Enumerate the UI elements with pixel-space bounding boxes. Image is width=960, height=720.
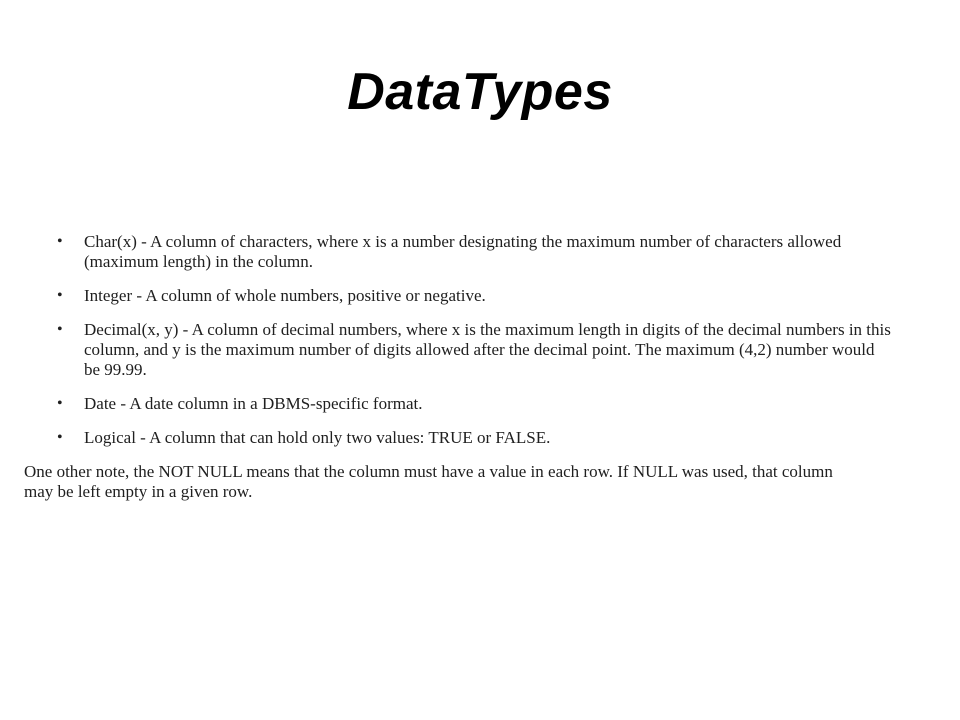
list-item-date: [24, 394, 894, 414]
bullet-icon: •: [57, 429, 63, 446]
bullet-icon: •: [57, 287, 63, 304]
slide-title: DataTypes: [347, 63, 613, 121]
list-item-logical: [24, 428, 894, 448]
bullet-icon: •: [57, 233, 63, 250]
bullet-icon: •: [57, 321, 63, 338]
datatype-list: [24, 232, 894, 448]
list-item-text: Decimal(x, y) - A column of decimal numbers, where x is the maximum length in digits of the decimal numbers in this column, and y is the maximum number of digits allowed after the decimal point. The maximum (4,2) number would be 99.99.: [84, 320, 891, 379]
list-item-text: Integer - A column of whole numbers, positive or negative.: [84, 286, 486, 305]
bullet-icon: •: [57, 395, 63, 412]
list-item-char: [24, 232, 894, 272]
list-item-text: Date - A date column in a DBMS-specific format.: [84, 394, 423, 413]
closing-note: One other note, the NOT NULL means that the column must have a value in each row. If NULL was used, that column may be left empty in a given row.: [24, 462, 833, 501]
list-item-text: Char(x) - A column of characters, where x is a number designating the maximum number of characters allowed (maximum length) in the column.: [84, 232, 842, 271]
list-item-integer: [24, 286, 894, 306]
list-item-decimal: [24, 320, 894, 380]
list-item-text: Logical - A column that can hold only two values: TRUE or FALSE.: [84, 428, 551, 447]
document-excerpt: [24, 232, 894, 502]
